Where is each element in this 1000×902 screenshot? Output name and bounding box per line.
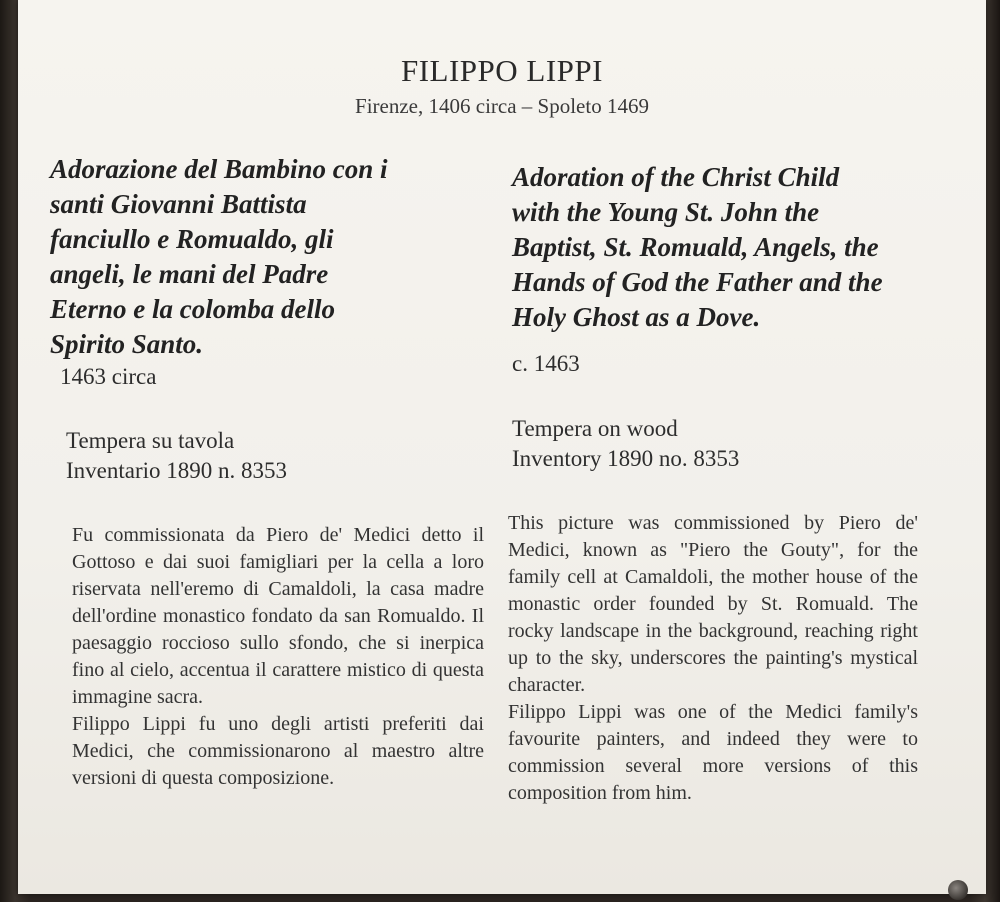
museum-label-card: [18, 0, 986, 894]
english-paragraph-1: This picture was commissioned by Piero de' Medici, known as "Piero the Gouty", for the family cell at Camaldoli, the mother house of the monastic order founded by St. Romuald. The rocky landscape in the background, reaching right up to the sky, underscores the painting's mystical character.: [508, 512, 918, 696]
italian-paragraph-2: Filippo Lippi fu uno degli artisti preferiti dai Medici, che commissionarono al maestro altre versioni di questa composizione.: [72, 713, 484, 789]
italian-title: Adorazione del Bambino con i santi Giovanni Battista fanciullo e Romualdo, gli angeli, le mani del Padre Eterno e la colomba dello Spirito Santo.: [50, 154, 388, 359]
english-inventory: Inventory 1890 no. 8353: [512, 446, 740, 471]
artist-lifespan: Firenze, 1406 circa – Spoleto 1469: [355, 94, 649, 118]
italian-column: [50, 152, 484, 792]
italian-date: 1463 circa: [60, 364, 157, 389]
english-title: Adoration of the Christ Child with the Young St. John the Baptist, St. Romuald, Angels, the Hands of God the Father and the Holy Ghost as a Dove.: [512, 162, 883, 332]
english-details: [512, 414, 932, 474]
english-date: c. 1463: [512, 351, 580, 376]
english-technique: Tempera on wood: [512, 416, 678, 441]
italian-paragraph-1: Fu commissionata da Piero de' Medici detto il Gottoso e dai suoi famigliari per la cella a loro riservata nell'eremo di Camaldoli, la casa madre dell'ordine monastico fondato da san Romualdo. Il paesaggio roccioso sullo sfondo, che si inerpica fino al cielo, accentua il carattere mistico di questa immagine sacra.: [72, 524, 484, 708]
italian-details: [66, 426, 470, 486]
mounting-screw: [948, 880, 968, 900]
label-header: [18, 52, 986, 120]
english-column: [508, 152, 932, 807]
italian-inventory: Inventario 1890 n. 8353: [66, 458, 288, 483]
english-paragraph-2: Filippo Lippi was one of the Medici family's favourite painters, and indeed they were to commission several more versions of this composition from him.: [508, 701, 918, 804]
italian-technique: Tempera su tavola: [66, 428, 235, 453]
artist-name: FILIPPO LIPPI: [400, 53, 603, 88]
english-description: [508, 510, 918, 807]
italian-description: [72, 522, 484, 792]
